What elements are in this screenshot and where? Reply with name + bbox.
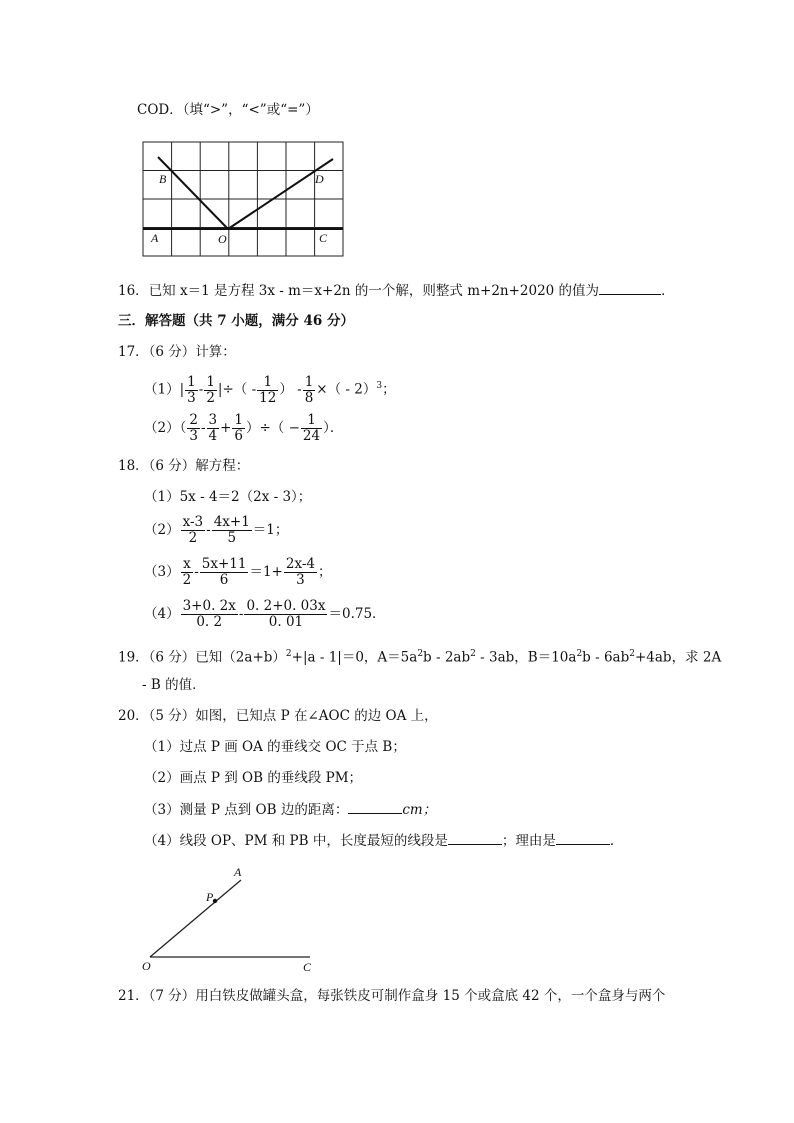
fraction: $\frac{1}{8}$ (304, 373, 314, 406)
question-19-line2: - B 的值． (142, 677, 206, 693)
question-16: 16．已知 x＝1 是方程 3x - m＝x+2n 的一个解，则整式 m+2n+2020 的值为 ． (118, 280, 675, 301)
ray-OD (228, 159, 333, 229)
answer-blank-distance[interactable] (348, 799, 402, 814)
question-18-part4: （4） $\frac{3+0. 2x}{0. 2}$ - $\frac{0. 2+0. 03x}{0. 01}$ ＝0.75． (144, 598, 386, 630)
fraction: $\frac{x-3}{2}$ (182, 514, 204, 546)
grid-figure (138, 138, 353, 263)
q15-tail: COD．（填“>”，“<”或“=”） (137, 102, 319, 118)
label-A: A (234, 865, 242, 879)
fraction: $\frac{1}{3}$ (187, 373, 196, 406)
label-D: D (315, 172, 324, 186)
point-P (213, 899, 217, 903)
question-20-part1: （1）过点 P 画 OA 的垂线交 OC 于点 B； (144, 739, 406, 755)
question-20-part4: （4）线段 OP、PM 和 PB 中，长度最短的线段是 ；理由是 ． (144, 830, 623, 851)
fraction: $\frac{0. 2+0. 03x}{0. 01}$ (246, 598, 326, 630)
fraction: $\frac{1}{2}$ (206, 373, 215, 406)
section-3-title: 三．解答题（共 7 小题，满分 46 分） (118, 313, 354, 329)
fraction: $\frac{2}{3}$ (189, 412, 198, 444)
fraction: $\frac{1}{24}$ (302, 412, 321, 444)
ray-OA (150, 880, 241, 957)
question-18-part1: （1）5x - 4＝2（2x - 3）； (144, 489, 312, 505)
fraction: $\frac{1}{12}$ (259, 373, 277, 406)
question-21: 21．（7 分）用白铁皮做罐头盒，每张铁皮可制作盒身 15 个或盒底 42 个，一个盒身与两个 (118, 988, 666, 1004)
question-20-part2: （2）画点 P 到 OB 的垂线段 PM； (144, 770, 363, 786)
question-18-part3: （3） $\frac{x}{2}$ - $\frac{5x+11}{6}$ ＝1+ $\frac{2x-4}{3}$ ； (144, 556, 332, 588)
fraction: $\frac{5x+11}{6}$ (201, 556, 247, 588)
fraction: $\frac{1}{6}$ (234, 412, 243, 444)
answer-blank-16[interactable] (599, 280, 661, 295)
question-19-line1: 19．（6 分）已知$(2a+b)^2+|a - 1|=0$，$A=5a^2b - 2ab^2 - 3ab$，$B=10a^2b - 6ab^2+4ab$，求 2A (118, 649, 722, 666)
question-17-part2: （2）（ $\frac{2}{3}$ - $\frac{3}{4}$ + $\frac{1}{6}$ ）÷（ − $\frac{1}{24}$ ）． (144, 412, 344, 444)
question-18-part2: （2） $\frac{x-3}{2}$ - $\frac{4x+1}{5}$ ＝1； (144, 514, 289, 546)
answer-blank-reason[interactable] (556, 830, 610, 845)
fraction: $\frac{2x-4}{3}$ (285, 556, 315, 588)
angle-figure (138, 862, 323, 977)
label-B: B (159, 172, 167, 186)
label-C: C (319, 231, 328, 245)
fraction: $\frac{4x+1}{5}$ (213, 514, 250, 546)
question-17-part1: （1）| $\frac{1}{3}$ - $\frac{1}{2}$ |÷（ - $\frac{1}{12}$ ） - $\frac{1}{8}$ ×（ - 2）$^3$； (144, 373, 396, 406)
question-18-head: 18．（6 分）解方程： (118, 458, 250, 474)
label-C: C (303, 960, 312, 974)
fraction: $\frac{x}{2}$ (182, 556, 192, 588)
fraction: $\frac{3+0. 2x}{0. 2}$ (182, 598, 236, 630)
question-17-head: 17．（6 分）计算： (118, 344, 236, 360)
fraction: $\frac{3}{4}$ (208, 412, 218, 444)
label-O: O (142, 959, 151, 973)
label-O: O (218, 232, 227, 246)
question-20-head: 20．（5 分）如图，已知点 P 在∠AOC 的边 OA 上， (118, 708, 438, 724)
label-P: P (206, 890, 214, 904)
ray-OB (158, 157, 228, 229)
answer-blank-shortest[interactable] (448, 830, 502, 845)
question-20-part3: （3）测量 P 点到 OB 边的距离： cm； (144, 799, 436, 820)
label-A: A (151, 231, 159, 245)
